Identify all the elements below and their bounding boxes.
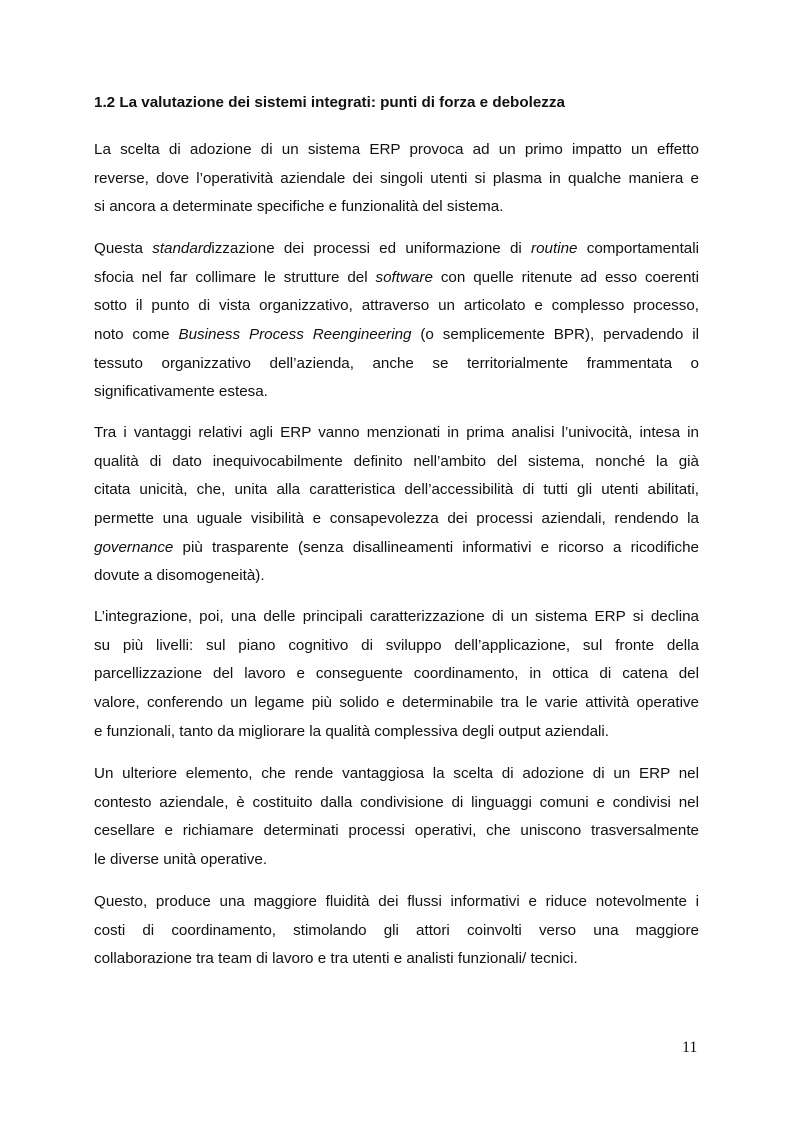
- paragraph-3-line-2: qualità di dato inequivocabilmente definito nell’ambito del sistema, nonché la già: [94, 452, 699, 470]
- paragraph-2-line-1: [94, 235, 699, 264]
- paragraph-2-line-3: sotto il punto di vista organizzativo, attraverso un articolato e complesso processo,: [94, 297, 699, 315]
- text-segment: sfocia nel far collimare le strutture del: [94, 268, 376, 286]
- paragraph-1: [94, 136, 699, 222]
- italic-term-governance: governance: [94, 538, 174, 556]
- paragraph-4-line-1: L’integrazione, poi, una delle principali caratterizzazione di un sistema ERP si declina: [94, 608, 699, 625]
- italic-term-bpr: Business Process Reengineering: [178, 326, 412, 344]
- paragraph-3-line-5: [94, 534, 699, 563]
- paragraph-1-line-2: reverse, dove l’operatività aziendale dei singoli utenti si plasma in qualche maniera e: [94, 169, 699, 187]
- paragraph-6: [94, 888, 699, 974]
- paragraph-2-line-6: significativamente estesa.: [94, 383, 268, 401]
- paragraph-2: [94, 235, 699, 407]
- text-segment: izzazione dei processi ed uniformazione di: [211, 240, 532, 257]
- page-number: 11: [682, 1039, 698, 1056]
- text-segment: comportamentali: [577, 240, 699, 257]
- italic-term-software: software: [375, 268, 433, 286]
- paragraph-5-line-4: le diverse unità operative.: [94, 851, 268, 869]
- paragraph-4: [94, 603, 699, 746]
- section-heading: 1.2 La valutazione dei sistemi integrati: punti di forza e debolezza: [94, 94, 565, 111]
- paragraph-6-line-3: collaborazione tra team di lavoro e tra utenti e analisti funzionali/ tecnici.: [94, 950, 578, 968]
- paragraph-5-line-1: Un ulteriore elemento, che rende vantaggiosa la scelta di adozione di un ERP nel: [94, 765, 699, 782]
- italic-term-standard: standard: [152, 240, 212, 257]
- paragraph-2-line-2: [94, 264, 699, 293]
- text-segment: con quelle ritenute ad esso coerenti: [432, 268, 699, 286]
- text-segment: noto come: [94, 326, 179, 344]
- paragraph-3-line-6: dovute a disomogeneità).: [94, 567, 265, 585]
- paragraph-4-line-4: valore, conferendo un legame più solido e determinabile tra le varie attività operative: [94, 694, 699, 712]
- text-segment: (o semplicemente BPR), pervadendo il: [411, 326, 699, 344]
- paragraph-3-line-4: permette una uguale visibilità e consapevolezza dei processi aziendali, rendendo la: [94, 510, 699, 528]
- paragraph-3-line-3: citata unicità, che, unita alla caratteristica dell’accessibilità di tutti gli utenti abilitati,: [94, 481, 699, 499]
- paragraph-4-line-5: e funzionali, tanto da migliorare la qualità complessiva degli output aziendali.: [94, 722, 609, 740]
- paragraph-1-line-1: La scelta di adozione di un sistema ERP provoca ad un primo impatto un effetto: [94, 141, 699, 158]
- paragraph-3-line-1: Tra i vantaggi relativi agli ERP vanno menzionati in prima analisi l’univocità, intesa in: [94, 424, 699, 441]
- paragraph-4-line-2: su più livelli: sul piano cognitivo di sviluppo dell’applicazione, sul fronte della: [94, 636, 699, 654]
- italic-term-routine: routine: [531, 240, 578, 257]
- paragraph-1-line-3: si ancora a determinate specifiche e funzionalità del sistema.: [94, 198, 504, 216]
- paragraph-3: [94, 419, 699, 591]
- paragraph-5: [94, 760, 699, 875]
- paragraph-4-line-3: parcellizzazione del lavoro e conseguente coordinamento, in ottica di catena del: [94, 665, 699, 683]
- paragraph-5-line-3: cesellare e richiamare determinati processi operativi, che uniscono trasversalmente: [94, 822, 699, 840]
- text-segment: più trasparente (senza disallineamenti informativi e ricorso a ricodifiche: [173, 538, 699, 556]
- paragraph-5-line-2: contesto aziendale, è costituito dalla condivisione di linguaggi comuni e condivisi nel: [94, 793, 699, 811]
- text-segment: Questa: [94, 240, 153, 257]
- paragraph-6-line-2: costi di coordinamento, stimolando gli attori coinvolti verso una maggiore: [94, 921, 699, 939]
- paragraph-2-line-4: [94, 321, 699, 350]
- paragraph-2-line-5: tessuto organizzativo dell’azienda, anche se territorialmente frammentata o: [94, 354, 699, 372]
- paragraph-6-line-1: Questo, produce una maggiore fluidità dei flussi informativi e riduce notevolmente i: [94, 893, 699, 910]
